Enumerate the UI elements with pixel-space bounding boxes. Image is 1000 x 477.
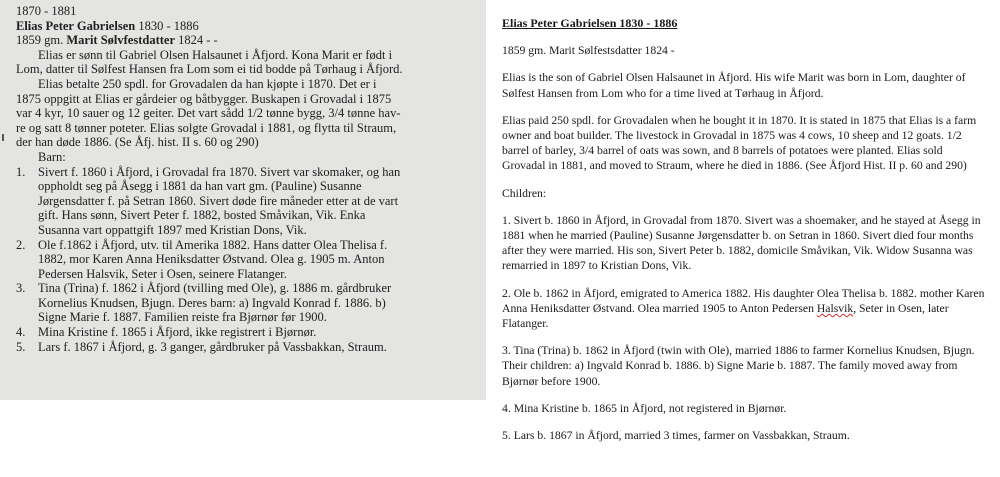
scan-line: Signe Marie f. 1887. Familien reiste fra Bjørnør før 1900.	[38, 310, 327, 325]
scan-line: Pedersen Halsvik, Seter i Osen, seinere Flatanger.	[38, 266, 287, 281]
scan-years: 1870 - 1881	[16, 4, 77, 18]
scan-line: Elias betalte 250 spdl. for Grovadalen da han kjøpte i 1870. Det er i	[38, 76, 377, 91]
scan-child-5	[16, 340, 476, 355]
doc-child-4: 4. Mina Kristine b. 1865 in Åfjord, not registered in Bjørnør.	[502, 401, 787, 415]
doc-children-label: Children:	[502, 186, 547, 200]
scan-child-4	[16, 325, 476, 340]
scan-child-text	[38, 340, 476, 355]
scan-line: Elias er sønn til Gabriel Olsen Halsaunet i Åfjord. Kona Marit er født i	[38, 47, 393, 62]
scan-line: gift. Hans sønn, Sivert Peter f. 1882, bosted Småvikan, Vik. Enka	[38, 208, 366, 223]
scanned-book-page	[0, 0, 486, 400]
scan-name: Elias Peter Gabrielsen	[16, 18, 136, 33]
scan-child-text	[38, 165, 476, 238]
scan-child-number: 2.	[16, 237, 26, 252]
scan-spouse: Marit Sølvfestdatter	[66, 33, 176, 48]
scan-line: Kornelius Knudsen, Bjugn. Deres barn: a) Ingvald Konrad f. 1886. b)	[38, 295, 386, 310]
scan-line: Jørgensdatter f. på Setran 1860. Sivert døde fire måneder etter at de vart	[38, 193, 399, 208]
scan-line: Lom, datter til Sølfest Hansen fra Lom som ei tid bodde på Tørhaug i Åfjord.	[16, 62, 403, 77]
spellcheck-flagged-word[interactable]: Halsvik	[816, 301, 854, 315]
scan-children-label: Barn:	[38, 149, 66, 164]
scan-name-years: 1830 - 1886	[135, 18, 199, 33]
scan-paragraph-1	[16, 48, 476, 77]
scan-heading	[16, 19, 476, 34]
doc-paragraph-1: Elias is the son of Gabriel Olsen Halsaunet in Åfjord. His wife Marit was born in Lom, daughter of Sølfest Hansen from Lom who for a time lived at Tørhaug in Åfjord.	[502, 71, 966, 100]
scan-line: Tina (Trina) f. 1862 i Åfjord (tvilling med Ole), g. 1886 m. gårdbruker	[38, 281, 392, 296]
scan-child-number: 1.	[16, 164, 26, 179]
scan-margin-mark	[2, 134, 4, 141]
scan-line: Ole f.1862 i Åfjord, utv. til Amerika 1882. Hans datter Olea Thelisa f.	[38, 237, 388, 252]
scan-line: Sivert f. 1860 i Åfjord, i Grovadal fra 1870. Sivert var skomaker, og han	[38, 164, 401, 179]
scan-line: Mina Kristine f. 1865 i Åfjord, ikke registrert i Bjørnør.	[38, 325, 317, 340]
scan-child-number: 4.	[16, 325, 26, 340]
doc-child-2-text-end: , Seter in Osen, later Flatanger.	[502, 301, 949, 331]
scan-child-text	[38, 238, 476, 282]
scan-line: Susanna vart oppattgift 1897 med Kristian Dons, Vik.	[38, 222, 307, 237]
scan-marriage-suffix: 1824 - -	[175, 33, 218, 48]
doc-child-3: 3. Tina (Trina) b. 1862 in Åfjord (twin with Ole), married 1886 to farmer Kornelius Knudsen, Bjugn. Their children: a) Ingvald Konrad b. 1886. b) Signe Marie b. 1887. The family moved away from Bjørnør before 1900.	[502, 344, 975, 388]
scan-child-number: 5.	[16, 339, 26, 354]
doc-child-2	[502, 286, 988, 332]
scan-child-text	[38, 325, 476, 340]
scan-paragraph-2	[16, 77, 476, 150]
scan-child-2	[16, 238, 476, 282]
doc-child-2-text: 2. Ole b. 1862 in Åfjord, emigrated to America 1882. His daughter Olea Thelisa b. 1882. mother Karen Anna Heniksdatter Østvand. Olea married 1905 to Anton Pedersen	[502, 286, 985, 315]
scanned-text	[16, 4, 476, 354]
translation-document	[494, 0, 1000, 477]
scan-marriage-prefix: 1859 gm.	[16, 33, 67, 48]
scan-line: var 4 kyr, 10 sauer og 12 geiter. Det vart sådd 1/2 tønne bygg, 3/4 tønne hav-	[16, 106, 401, 121]
scan-child-text	[38, 281, 476, 325]
scan-line: re og satt 8 tønner poteter. Elias solgte Grovadal i 1881, og flytta til Straum,	[16, 120, 397, 135]
doc-marriage: 1859 gm. Marit Sølfestsdatter 1824 -	[502, 44, 675, 58]
doc-title: Elias Peter Gabrielsen 1830 - 1886	[502, 16, 678, 30]
scan-line: der han døde 1886. (Se Åfj. hist. II s. 60 og 290)	[16, 135, 259, 150]
doc-child-5: 5. Lars b. 1867 in Åfjord, married 3 times, farmer on Vassbakkan, Straum.	[502, 429, 850, 443]
scan-line: 1875 oppgitt at Elias er gårdeier og båtbygger. Buskapen i Grovadal i 1875	[16, 91, 392, 106]
scan-child-1	[16, 165, 476, 238]
scan-child-3	[16, 281, 476, 325]
scan-child-number: 3.	[16, 281, 26, 296]
scan-marriage	[16, 33, 476, 48]
scan-line: oppholdt seg på Åsegg i 1881 da han vart gm. (Pauline) Susanne	[38, 179, 362, 194]
scan-line: Lars f. 1867 i Åfjord, g. 3 ganger, gårdbruker på Vassbakkan, Straum.	[38, 339, 387, 354]
doc-child-1: 1. Sivert b. 1860 in Åfjord, in Grovadal from 1870. Sivert was a shoemaker, and he stayed at Åsegg in 1881 when he married (Pauline) Susanne Jørgensdatter b. on Setran in 1860. Sivert died four months after they were married. His son, Sivert Peter b. 1882, domicile Småvikan, Vik. Widow Susanna was remarried in 1897 to Kristian Dons, Vik.	[502, 213, 981, 273]
scan-line: 1882, mor Karen Anna Heniksdatter Østvand. Olea g. 1905 m. Anton	[38, 252, 385, 267]
translation-text	[502, 16, 988, 455]
doc-paragraph-2: Elias paid 250 spdl. for Grovadalen when he bought it in 1870. It is stated in 1875 that Elias is a farm owner and boat builder. The livestock in Grovadal in 1875 was 4 cows, 10 sheep and 12 goats. 1/2 barrel of barley, 3/4 barrel of oats was sown, and 8 barrels of potatoes were planted. Elias sold Grovadal in 1881, and moved to Straum, where he died in 1886. (See Åfjord Hist. II p. 60 and 290)	[502, 113, 977, 173]
